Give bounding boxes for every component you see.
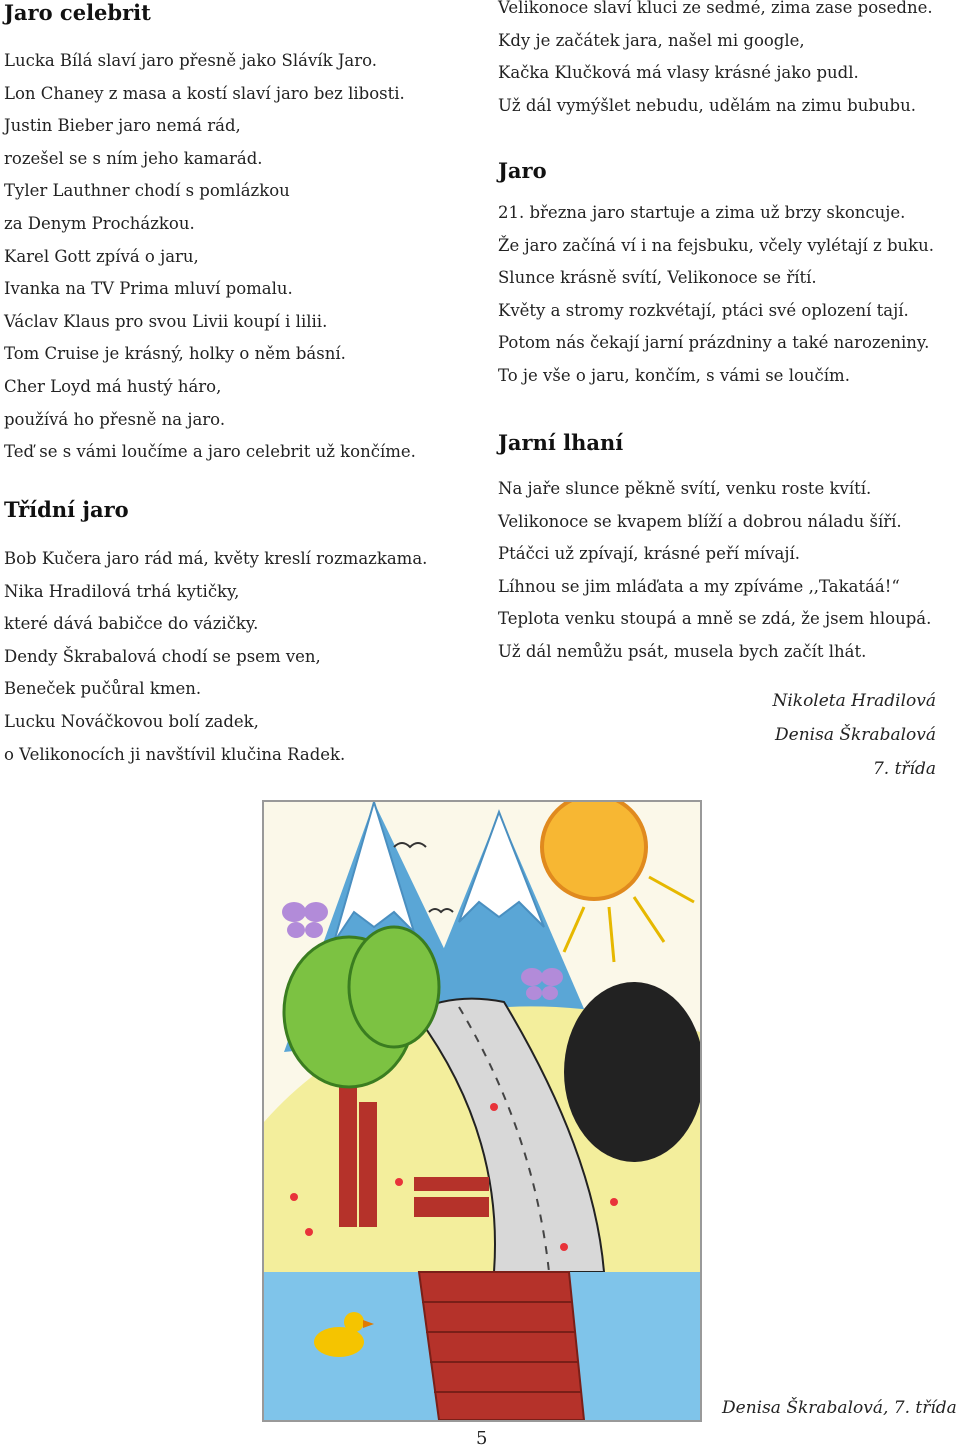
page-number: 5 (476, 1428, 488, 1449)
poem-line: Velikonoce se kvapem blíží a dobrou náladu šíří. (498, 511, 902, 531)
sun (542, 802, 646, 899)
poem-line: Už dál nemůžu psát, musela bych začít lhát. (498, 641, 867, 661)
poem-line: Ivanka na TV Prima mluví pomalu. (4, 279, 293, 299)
drawing-caption: Denisa Škrabalová, 7. třída (722, 1398, 957, 1418)
poem-line: Tom Cruise je krásný, holky o něm básní. (4, 344, 346, 364)
bench-seat (414, 1197, 489, 1217)
tree-crown (349, 927, 439, 1047)
poem-jaro-celebrit (4, 45, 416, 469)
poem-line: Bob Kučera jaro rád má, květy kreslí rozmazkama. (4, 549, 428, 568)
poem-line: Karel Gott zpívá o jaru, (4, 246, 199, 266)
author-class: 7. třída (872, 759, 936, 779)
poem-line: Justin Bieber jaro nemá rád, (4, 116, 241, 136)
heading-jaro-celebrit: Jaro celebrit (4, 0, 151, 25)
heading-jaro: Jaro (498, 158, 547, 183)
poem-line: Slunce krásně svítí, Velikonoce se řítí. (498, 268, 817, 288)
willow-bush (564, 982, 700, 1162)
poem-line: Tyler Lauthner chodí s pomlázkou (4, 181, 290, 201)
poem-continuation (498, 0, 933, 122)
poem-line: Lucku Nováčkovou bolí zadek, (4, 711, 259, 731)
author-name: Denisa Škrabalová (775, 725, 936, 745)
poem-line: Nika Hradilová trhá kytičky, (4, 581, 240, 601)
poem-line: Velikonoce slaví kluci ze sedmé, zima zase posedne. (498, 0, 933, 17)
poem-line: Lon Chaney z masa a kostí slaví jaro bez libosti. (4, 83, 405, 103)
spring-drawing (262, 800, 702, 1422)
poem-line: Václav Klaus pro svou Livii koupí i lilii. (4, 311, 328, 331)
tree-trunk (359, 1102, 377, 1227)
poem-line: o Velikonocích ji navštívil klučina Radek. (4, 744, 346, 764)
poem-line: za Denym Procházkou. (4, 213, 195, 233)
poem-jarni-lhani (498, 473, 931, 669)
spring-landscape-illustration (264, 802, 700, 1420)
tree-trunk (339, 1077, 357, 1227)
poem-line: Že jaro začíná ví i na fejsbuku, včely vylétají z buku. (498, 235, 935, 255)
poem-line: Ptáčci už zpívají, krásné peří mívají. (498, 544, 800, 564)
poem-line: používá ho přesně na jaro. (4, 409, 226, 429)
poem-line: Kačka Klučková má vlasy krásné jako pudl. (498, 63, 859, 83)
poem-line: Teď se s vámi loučíme a jaro celebrit už končíme. (4, 442, 416, 462)
poem-line: Lucka Bílá slaví jaro přesně jako Slávík Jaro. (4, 51, 378, 70)
poem-line: Cher Loyd má hustý háro, (4, 376, 222, 396)
heading-jarni-lhani: Jarní lhaní (498, 430, 624, 455)
poem-line: To je vše o jaru, končím, s vámi se loučím. (498, 365, 850, 385)
poem-line: 21. března jaro startuje a zima už brzy skoncuje. (498, 203, 906, 222)
poem-line: Líhnou se jim mláďata a my zpíváme ,,Takatáá!“ (498, 576, 900, 596)
heading-tridni-jaro: Třídní jaro (4, 497, 129, 522)
authors-signature (700, 684, 936, 786)
poem-line: rozešel se s ním jeho kamarád. (4, 148, 263, 168)
poem-line: Teplota venku stoupá a mně se zdá, že jsem hloupá. (498, 609, 932, 629)
poem-line: Květy a stromy rozkvétají, ptáci své oplození tají. (498, 300, 909, 320)
wooden-bridge (419, 1272, 584, 1420)
poem-jaro (498, 197, 934, 393)
poem-line: Na jaře slunce pěkně svítí, venku roste kvítí. (498, 479, 872, 498)
poem-line: Potom nás čekají jarní prázdniny a také narozeniny. (498, 333, 930, 353)
poem-tridni-jaro (4, 543, 427, 771)
poem-line: Už dál vymýšlet nebudu, udělám na zimu bububu. (498, 95, 916, 115)
bench-back (414, 1177, 489, 1191)
poem-line: Dendy Škrabalová chodí se psem ven, (4, 646, 321, 666)
poem-line: Kdy je začátek jara, našel mi google, (498, 30, 805, 50)
poem-line: Beneček pučůral kmen. (4, 679, 202, 699)
poem-line: které dává babičce do vázičky. (4, 614, 259, 634)
author-name: Nikoleta Hradilová (772, 691, 936, 711)
